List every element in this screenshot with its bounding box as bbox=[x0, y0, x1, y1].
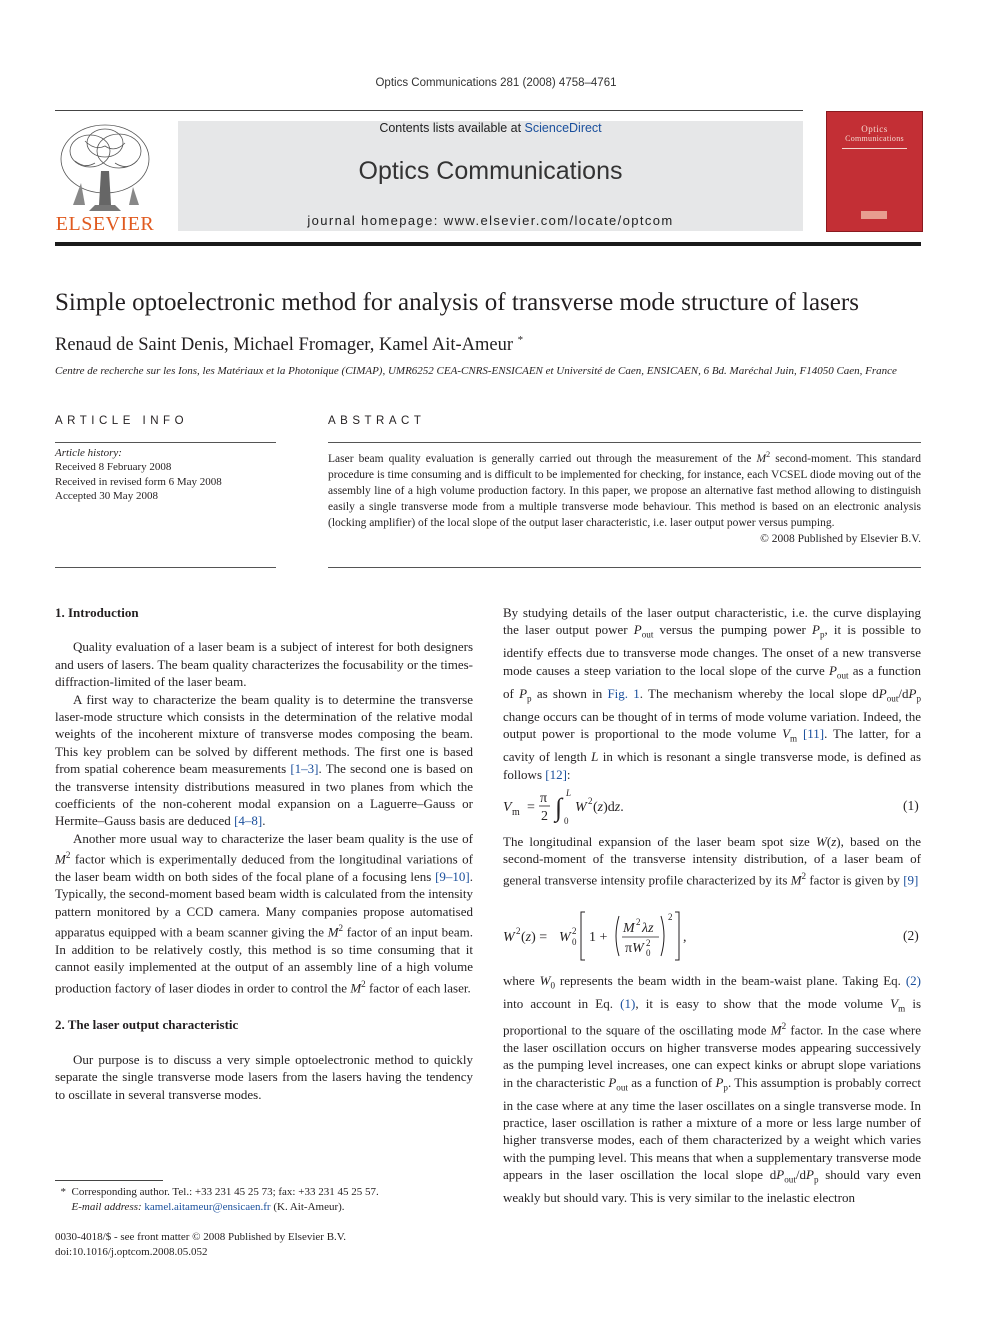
equation-link[interactable]: (2) bbox=[905, 973, 921, 988]
footnote-email bbox=[55, 1200, 379, 1215]
svg-text:1 +: 1 + bbox=[589, 930, 608, 945]
svg-text:2: 2 bbox=[516, 926, 521, 936]
right-column-cont-1 bbox=[503, 833, 921, 889]
front-matter bbox=[55, 1230, 346, 1259]
svg-text:W: W bbox=[503, 930, 515, 945]
svg-text:2: 2 bbox=[646, 938, 651, 948]
svg-text:∫: ∫ bbox=[555, 793, 563, 822]
svg-text:2: 2 bbox=[572, 926, 577, 936]
paragraph: Another more usual way to characterize the laser beam quality is the use of $M^2$ factor which is experimentally deduced from the longitudinal variations of the laser beam width on both sides of the focal plane of a focusing lens [9–10]. Typically, the second-moment based beam width is calculated from the intensity pattern monitored by a CCD camera. Many companies propose automatised apparatus equipped with a beam scanner giving the $M^2$ factor of an input beam. In addition to be relatively costly, this method is so time consuming that it cannot easily implemented at the output of an assembly line of a high volume production factory of laser diodes in order to control the $M^2$ factor of each laser. bbox=[55, 830, 473, 996]
footnote-rule bbox=[55, 1180, 163, 1181]
svg-text:W: W bbox=[559, 930, 571, 945]
paragraph: Our purpose is to discuss a very simple optoelectronic method to quickly separate the single transverse mode lasers from the lasers having the tendency to oscillate in several transverse modes. bbox=[55, 1051, 473, 1102]
svg-text:(z) =: (z) = bbox=[521, 930, 548, 945]
elsevier-logo[interactable] bbox=[55, 121, 155, 233]
abstract-rule-top bbox=[328, 442, 921, 443]
corresponding-author-mark[interactable]: * bbox=[517, 334, 524, 346]
accepted-date: Accepted 30 May 2008 bbox=[55, 489, 158, 502]
issn-line: 0030-4018/$ - see front matter © 2008 Published by Elsevier B.V. bbox=[55, 1231, 347, 1243]
paragraph: By studying details of the laser output characteristic, i.e. the curve displaying the laser output power $P_{out}$ versus the pumping power $P_p$, it is possible to identify effects due to transverse mode changes. The onset of a new transverse mode causes a steep variation to the local slope of the curve $P_{out}$ as a function of $P_p$ as shown in Fig. 1. The mechanism whereby the local slope $dP_{out}/dP_p$ change occurs can be thought of in terms of mode volume variation. Indeed, the output power is proportional to the mode volume $V_m$ [11]. The latter, for a cavity of length L in which is resonant a single transverse mode, is defined as follows [12]: bbox=[503, 605, 922, 782]
svg-text:2: 2 bbox=[588, 796, 593, 806]
email-label: E-mail address: bbox=[71, 1200, 145, 1213]
section-heading-laser-output: 2. The laser output characteristic bbox=[55, 1016, 239, 1032]
svg-text:0: 0 bbox=[572, 937, 577, 947]
doi-line[interactable]: doi:10.1016/j.optcom.2008.05.052 bbox=[55, 1245, 208, 1258]
history-label: Article history: bbox=[55, 447, 122, 459]
article-title: Simple optoelectronic method for analysis of transverse mode structure of lasers bbox=[55, 289, 859, 316]
svg-text:(z)dz.: (z)dz. bbox=[593, 800, 624, 815]
svg-text:=: = bbox=[527, 800, 535, 815]
citation-link[interactable]: [11] bbox=[802, 726, 825, 742]
svg-text:,: , bbox=[683, 930, 687, 945]
paragraph: Quality evaluation of a laser beam is a subject of interest for both designers and users of lasers. The beam quality characterizes the focusability or the times-diffraction-limited of the laser beam. bbox=[55, 639, 473, 690]
paragraph: A first way to characterize the beam quality is to determine the transverse laser-mode structure which consists in the determination of the relative modal weights of the incoherent mixture of transverse modes composing the beam. This key problem can be solved by different methods. The first one is based from spatial coherence beam measurements [1–3]. The second one is based on the transverse intensity distributions measured in two planes from which the coefficients of the non-coherent modal expansion on a Laguerre–Gauss or Hermite–Gauss basis are deduced [4–8]. bbox=[55, 691, 473, 829]
journal-homepage[interactable]: journal homepage: www.elsevier.com/locate/optcom bbox=[307, 213, 674, 228]
article-info-rule-bottom bbox=[55, 567, 276, 568]
article-history bbox=[55, 446, 222, 503]
svg-text:0: 0 bbox=[564, 816, 569, 826]
svg-text:V: V bbox=[503, 800, 512, 815]
abstract-text: Laser beam quality evaluation is generally carried out through the measurement of the $M^2$ second-moment. This standard procedure is time consuming and is difficult to be implemented for checking, for instance, each VCSEL diode moving out of the assembly line of a high volume production factory. In this paper, we propose an alternative fast method allowing to distinguish easily a single transverse mode from a multiple transverse mode behaviour. This method is based on an electronic analysis (locking amplifier) of the local slope of the output laser characteristic, i.e. laser output power versus pumping. © 2008 Published by Elsevier B.V. bbox=[328, 450, 921, 545]
section-heading-introduction: 1. Introduction bbox=[55, 605, 139, 620]
abstract-rule-bottom bbox=[328, 567, 921, 568]
citation-link[interactable]: [4–8] bbox=[234, 813, 263, 829]
citation-link[interactable]: [9] bbox=[903, 872, 919, 888]
journal-name: Optics Communications bbox=[358, 157, 623, 185]
abstract-copyright: © 2008 Published by Elsevier B.V. bbox=[760, 532, 921, 545]
cover-title-1: Optics bbox=[861, 124, 888, 134]
header-thick-rule bbox=[55, 242, 921, 246]
contents-prefix: Contents lists available at bbox=[379, 121, 525, 135]
equation-2-formula bbox=[503, 908, 693, 964]
journal-cover[interactable] bbox=[826, 111, 923, 232]
email-suffix: (K. Ait-Ameur). bbox=[270, 1200, 345, 1213]
svg-text:πW: πW bbox=[625, 941, 644, 956]
right-column-cont-2 bbox=[503, 972, 921, 1207]
contents-line bbox=[178, 121, 803, 135]
equation-2-number: (2) bbox=[903, 928, 919, 943]
citation-link[interactable]: [1–3] bbox=[290, 761, 319, 777]
footnote-contact: Corresponding author. Tel.: +33 231 45 25 73; fax: +33 231 45 25 57. bbox=[71, 1186, 379, 1198]
svg-text:2: 2 bbox=[541, 809, 548, 824]
footnote-corresponding bbox=[55, 1185, 379, 1200]
equation-1 bbox=[503, 788, 643, 832]
cover-title-2: Communications bbox=[845, 134, 904, 143]
cover-rule bbox=[842, 148, 907, 149]
equation-link[interactable]: (1) bbox=[620, 996, 636, 1011]
svg-text:2: 2 bbox=[668, 912, 673, 922]
article-info-heading: ARTICLE INFO bbox=[55, 415, 189, 427]
author-list bbox=[55, 334, 523, 356]
journal-reference: Optics Communications 281 (2008) 4758–4761 bbox=[375, 77, 617, 89]
figure-link[interactable]: Fig. 1 bbox=[607, 685, 640, 701]
received-date: Received 8 February 2008 bbox=[55, 461, 172, 474]
cover-publisher-mark bbox=[861, 211, 887, 219]
paragraph: The longitudinal expansion of the laser beam spot size W(z), based on the second-moment of the transverse intensity distribution, of a laser beam of general transverse intensity profile characterized by its $M^2$ factor is given by [9] bbox=[503, 834, 922, 888]
abstract-heading: ABSTRACT bbox=[328, 415, 426, 427]
svg-text:W: W bbox=[575, 800, 587, 815]
revised-date: Received in revised form 6 May 2008 bbox=[55, 475, 222, 488]
equation-2 bbox=[503, 908, 693, 968]
header-rule bbox=[55, 110, 803, 111]
svg-text:π: π bbox=[540, 791, 548, 806]
citation-link[interactable]: [12] bbox=[545, 766, 567, 782]
affiliation: Centre de recherche sur les Ions, les Matériaux et la Photonique (CIMAP), UMR6252 CEA-CNRS-ENSICAEN et Université de Caen, ENSICAEN, 6 Bd. Maréchal Juin, F14050 Caen, France bbox=[55, 365, 897, 377]
svg-text:λz: λz bbox=[642, 921, 654, 936]
paragraph: where $W_0$ represents the beam width in the beam-waist plane. Taking Eq. (2) into account in Eq. (1), it is easy to show that the mode volume $V_m$ is proportional to the square of the oscillating mode $M^2$ factor. In the case where the laser oscillation occurs on higher transverse modes appearing successively as the pumping level increases, one can expect kinks or abrupt slope variations in the characteristic $P_{out}$ as a function of $P_p$. This assumption is probably correct in the case where at any time the laser oscillates on a single transverse mode. In practice, laser oscillation is rather a mixture of a more or less large number of higher transverse modes, each of them characterized by a weight which varies with the pumping level. This means that when a supplementary transverse mode appears in the laser oscillation the local slope $dP_{out}/dP_p$ should vary even weakly but should vary. This is very similar to the inelastic electron bbox=[503, 973, 922, 1206]
svg-text:L: L bbox=[566, 788, 572, 798]
equation-1-formula bbox=[503, 788, 643, 828]
equation-1-number: (1) bbox=[903, 798, 919, 813]
citation-link[interactable]: [9–10] bbox=[435, 869, 470, 885]
sciencedirect-link[interactable]: ScienceDirect bbox=[524, 121, 602, 135]
svg-text:M: M bbox=[623, 921, 635, 936]
elsevier-wordmark: ELSEVIER bbox=[55, 213, 155, 235]
svg-text:2: 2 bbox=[636, 917, 641, 927]
left-column bbox=[55, 604, 473, 1103]
footnote bbox=[55, 1185, 379, 1214]
article-info-rule-top bbox=[55, 442, 276, 443]
svg-text:m: m bbox=[512, 807, 520, 818]
svg-text:0: 0 bbox=[646, 948, 651, 958]
journal-banner bbox=[178, 121, 803, 231]
footnote-mark: * bbox=[60, 1186, 66, 1198]
right-column bbox=[503, 604, 921, 783]
email-link[interactable]: kamel.aitameur@ensicaen.fr bbox=[144, 1200, 271, 1213]
author-names: Renaud de Saint Denis, Michael Fromager, Kamel Ait-Ameur bbox=[55, 335, 514, 356]
